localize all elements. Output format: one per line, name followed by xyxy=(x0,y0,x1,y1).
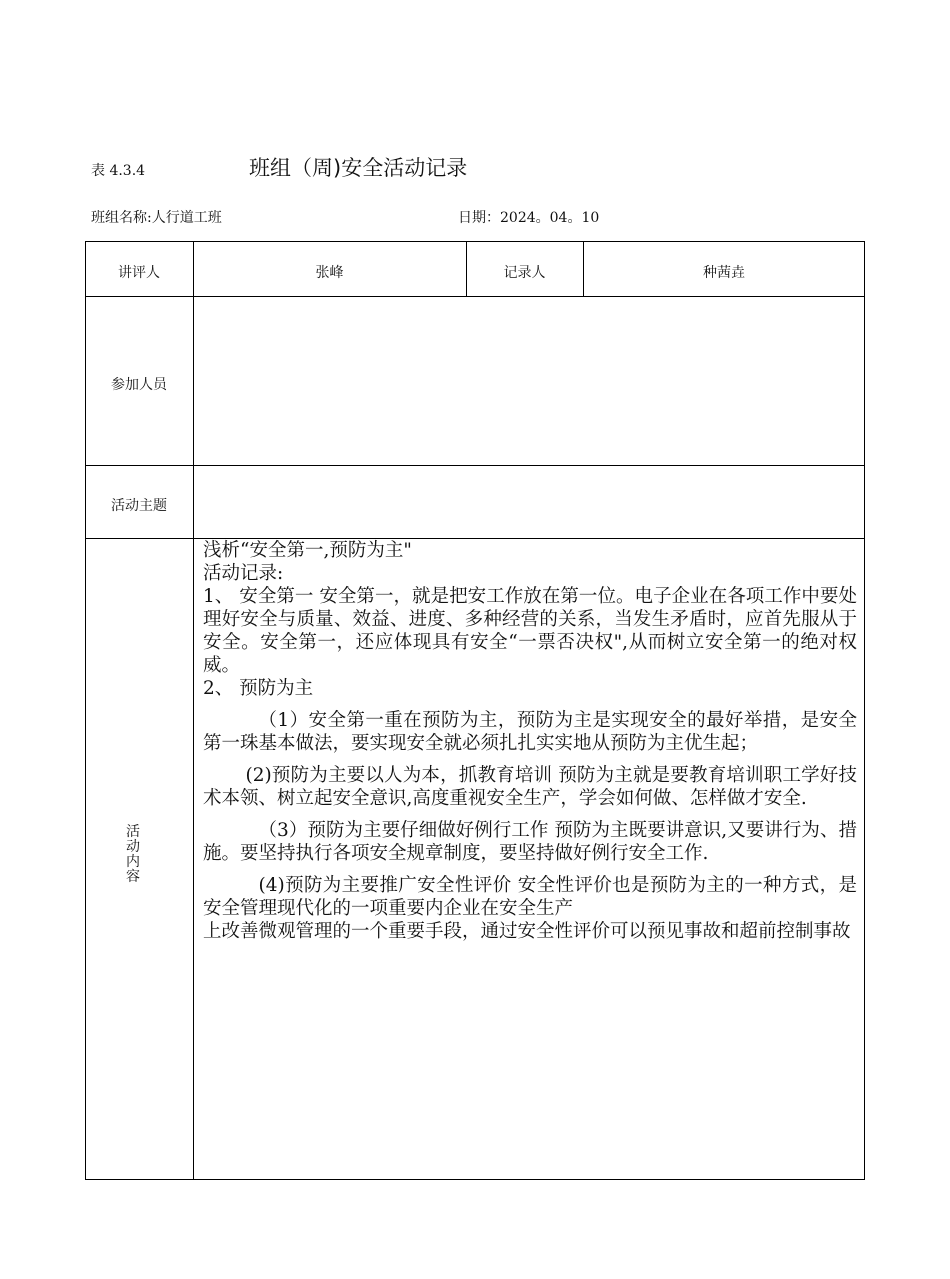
content-subject: 浅析“安全第一,预防为主" xyxy=(203,540,412,561)
content-paragraph: （3）预防为主要仔细做好例行工作 预防为主既要讲意识,又要讲行为、措施。要坚持执行各项安全规章制度，要坚持做好例行安全工作. xyxy=(203,820,857,864)
content-paragraph: (2)预防为主要以人为本，抓教育培训 预防为主就是要教育培训职工学好技术本领、树立起安全意识,高度重视安全生产，学会如何做、怎样做才安全. xyxy=(203,765,857,809)
recorder-value: 种茜垚 xyxy=(703,265,745,281)
speaker-label: 讲评人 xyxy=(118,265,160,281)
speaker-value: 张峰 xyxy=(315,265,344,281)
content-paragraph: 2、 预防为主 xyxy=(203,678,314,699)
participants-label: 参加人员 xyxy=(111,377,167,393)
topic-label: 活动主题 xyxy=(111,498,167,514)
content-label: 活动内容 xyxy=(126,824,140,885)
page-title: 班组（周)安全活动记录 xyxy=(249,156,468,180)
column-divider xyxy=(193,241,194,1180)
content-paragraph: （1）安全第一重在预防为主，预防为主是实现安全的最好举措，是安全第一珠基本做法，要实现安全就必须扎扎实实地从预防为主优生起； xyxy=(203,710,857,754)
row-divider xyxy=(85,296,865,297)
content-paragraph: (4)预防为主要推广安全性评价 安全性评价也是预防为主的一种方式，是安全管理现代化的一项重要内企业在安全生产 xyxy=(203,875,857,919)
table-number: 表 4.3.4 xyxy=(91,163,146,179)
record-date: 日期：2024。04。10 xyxy=(458,210,600,226)
team-name: 班组名称:人行道工班 xyxy=(91,210,222,226)
content-paragraph: 1、 安全第一 安全第一，就是把安工作放在第一位。电子企业在各项工作中要处理好安全与质量、效益、进度、多种经营的关系，当发生矛盾时，应首先服从于安全。安全第一，还应体现具有安全“一票否决权",从而树立安全第一的绝对权威。 xyxy=(203,586,857,676)
recorder-label: 记录人 xyxy=(503,265,546,281)
row-divider xyxy=(85,465,865,466)
content-paragraph: 上改善微观管理的一个重要手段，通过安全性评价可以预见事故和超前控制事故 xyxy=(203,921,851,942)
activity-content xyxy=(203,539,857,943)
content-record-heading: 活动记录: xyxy=(203,563,284,584)
